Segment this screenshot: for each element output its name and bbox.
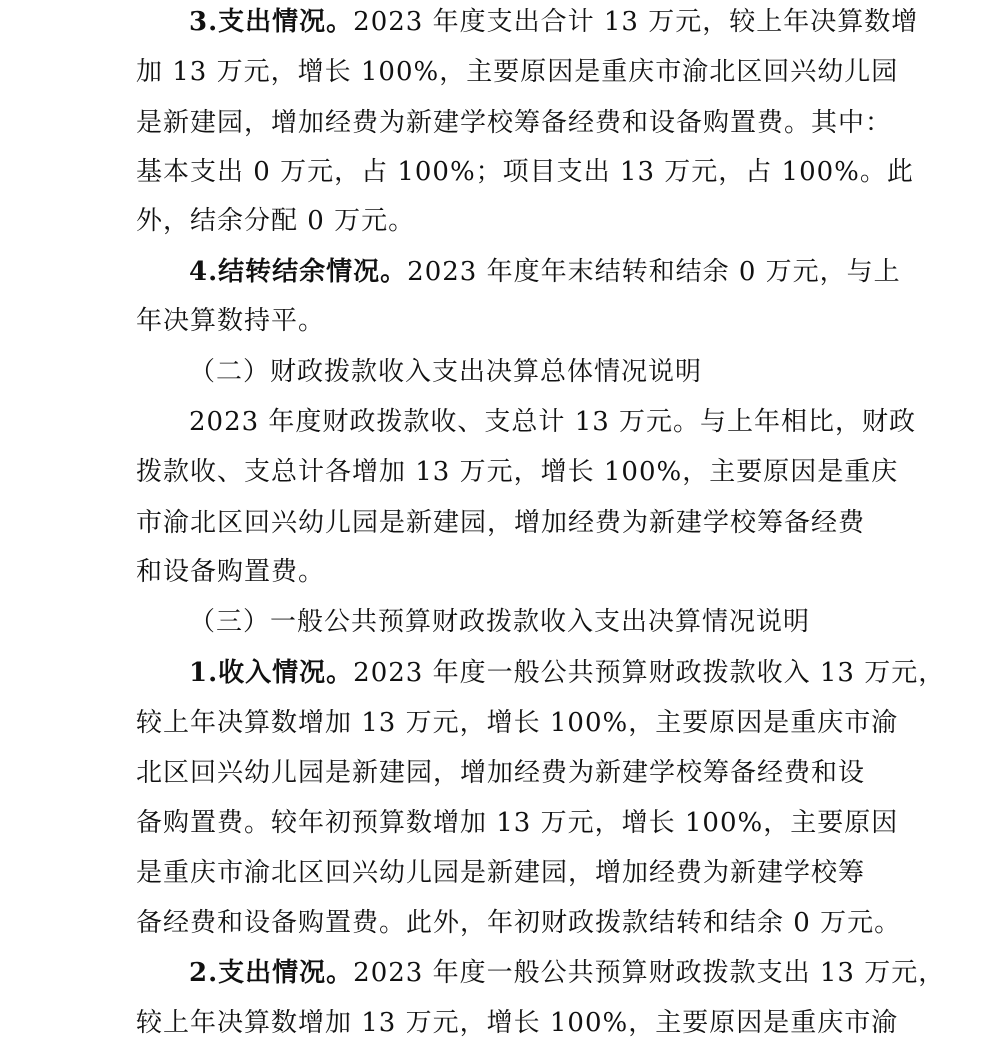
text-line: 备经费和设备购置费。此外，年初财政拨款结转和结余 0 万元。: [136, 908, 902, 938]
bold-heading: 2.支出情况。2023 年度一般公共预算财政拨款支出 13 万元，: [189, 958, 946, 988]
text-line: 是重庆市渝北区回兴幼儿园是新建园，增加经费为新建学校筹: [136, 858, 866, 888]
text-line: [0, 250, 1000, 294]
text-line: 外，结余分配 0 万元。: [136, 206, 416, 236]
text-line: 基本支出 0 万元，占 100%；项目支出 13 万元，占 100%。此: [136, 157, 914, 187]
text-line: 北区回兴幼儿园是新建园，增加经费为新建学校筹备经费和设: [136, 758, 866, 788]
text-line: [0, 951, 1000, 995]
bold-heading: 1.收入情况。2023 年度一般公共预算财政拨款收入 13 万元，: [189, 658, 946, 688]
text-line: 备购置费。较年初预算数增加 13 万元，增长 100%，主要原因: [136, 808, 899, 838]
text-line: 较上年决算数增加 13 万元，增长 100%，主要原因是重庆市渝: [136, 708, 899, 738]
text-line: 市渝北区回兴幼儿园是新建园，增加经费为新建学校筹备经费: [136, 508, 866, 538]
text-line: [0, 0, 1000, 44]
text-line: 加 13 万元，增长 100%，主要原因是重庆市渝北区回兴幼儿园: [136, 57, 899, 87]
text-line: [0, 651, 1000, 695]
bold-heading: 4.结转结余情况。2023 年度年末结转和结余 0 万元，与上: [189, 257, 901, 287]
text-line: 较上年决算数增加 13 万元，增长 100%，主要原因是重庆市渝: [136, 1008, 899, 1038]
text-line: 2023 年度财政拨款收、支总计 13 万元。与上年相比，财政: [189, 407, 917, 437]
text-line: 是新建园，增加经费为新建学校筹备经费和设备购置费。其中：: [136, 108, 893, 138]
section-heading: （三）一般公共预算财政拨款收入支出决算情况说明: [189, 607, 811, 637]
text-line: 拨款收、支总计各增加 13 万元，增长 100%，主要原因是重庆: [136, 457, 899, 487]
text-line: 和设备购置费。: [136, 557, 326, 587]
text-line: 年决算数持平。: [136, 306, 326, 336]
bold-heading: 3.支出情况。2023 年度支出合计 13 万元，较上年决算数增: [189, 7, 919, 37]
section-heading: （二）财政拨款收入支出决算总体情况说明: [189, 357, 703, 387]
